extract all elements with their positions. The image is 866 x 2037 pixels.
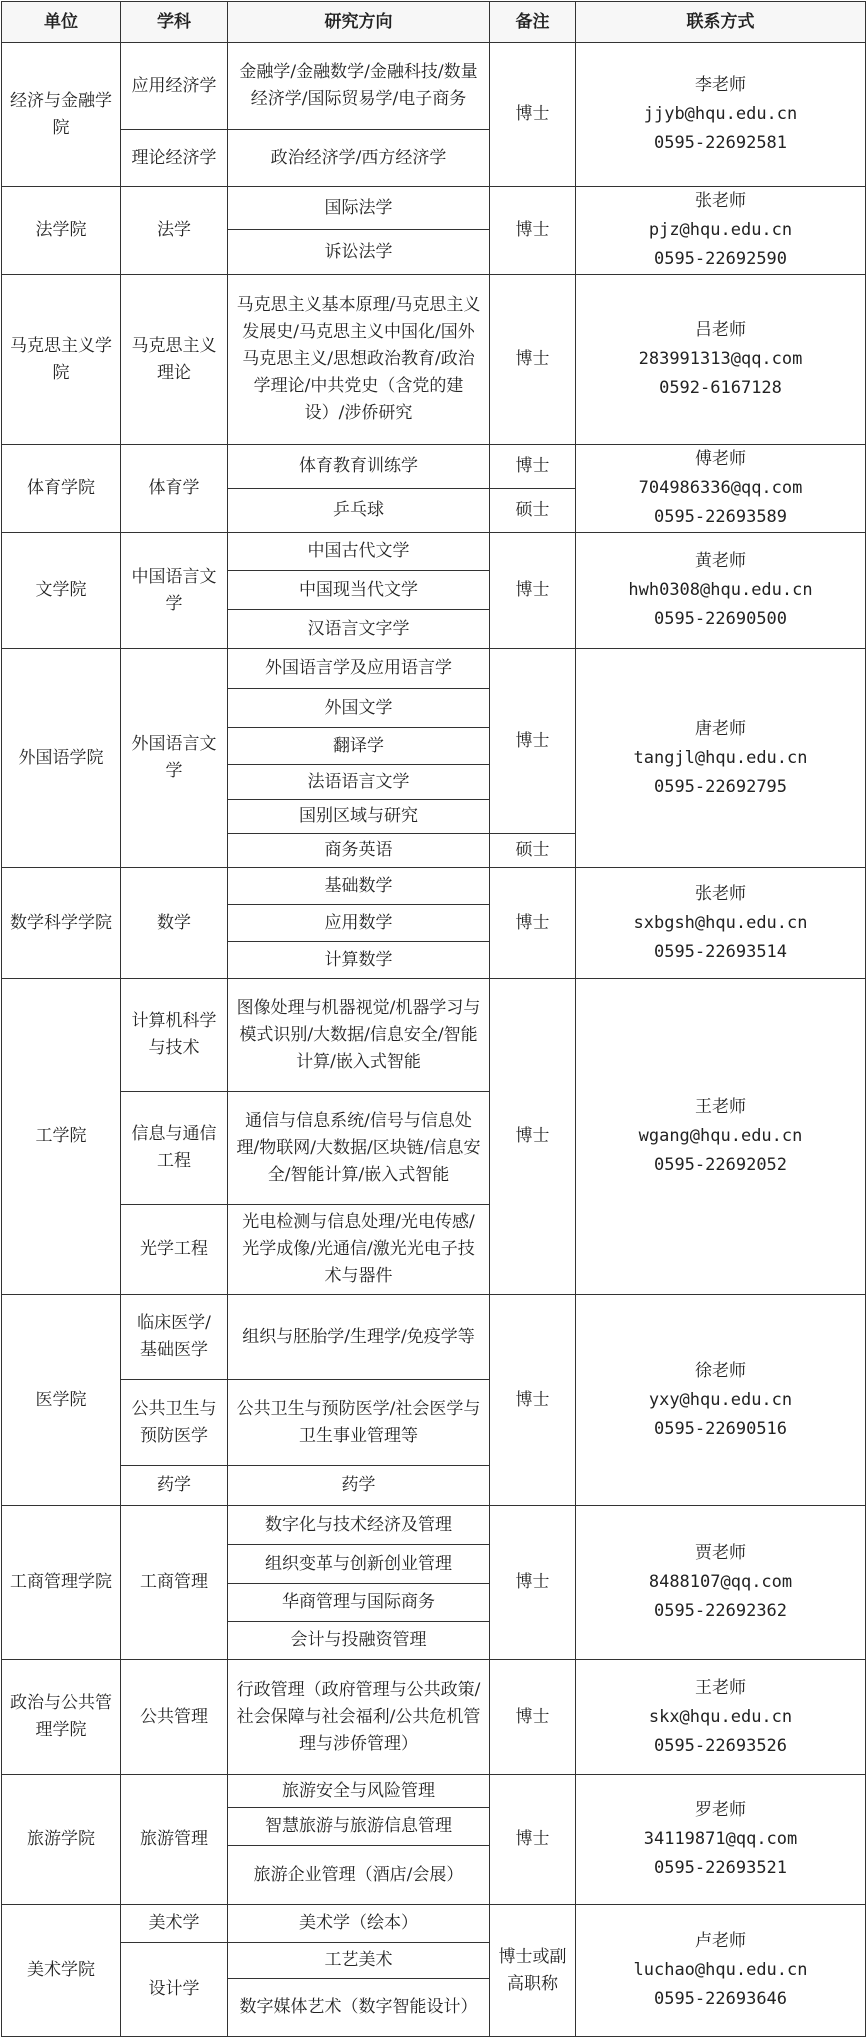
contact-email: 704986336@qq.com <box>638 478 803 498</box>
table-row <box>2 533 866 571</box>
unit-cell: 外国语学院 <box>2 649 121 868</box>
direction-cell: 公共卫生与预防医学/社会医学与卫生事业管理等 <box>228 1380 490 1466</box>
subject-cell: 旅游管理 <box>121 1775 228 1905</box>
table-row <box>2 1506 866 1545</box>
direction-cell: 组织变革与创新创业管理 <box>228 1545 490 1584</box>
unit-cell: 体育学院 <box>2 445 121 533</box>
recruitment-table <box>1 1 866 2037</box>
direction-cell: 华商管理与国际商务 <box>228 1584 490 1622</box>
unit-cell: 医学院 <box>2 1295 121 1506</box>
direction-cell: 光电检测与信息处理/光电传感/光学成像/光通信/激光光电子技术与器件 <box>228 1205 490 1295</box>
subject-cell: 法学 <box>121 187 228 275</box>
direction-cell: 诉讼法学 <box>228 230 490 275</box>
header-contact: 联系方式 <box>576 2 866 43</box>
unit-cell: 美术学院 <box>2 1905 121 2037</box>
direction-cell: 中国现当代文学 <box>228 571 490 610</box>
direction-cell: 商务英语 <box>228 834 490 868</box>
contact-phone: 0595-22693526 <box>653 1735 788 1756</box>
direction-cell: 应用数学 <box>228 905 490 942</box>
unit-cell: 政治与公共管理学院 <box>2 1660 121 1775</box>
contact-email: skx@hqu.edu.cn <box>648 1706 793 1727</box>
table-row <box>2 1295 866 1380</box>
subject-cell: 马克思主义理论 <box>121 275 228 445</box>
subject-cell: 药学 <box>121 1466 228 1506</box>
direction-cell: 政治经济学/西方经济学 <box>228 130 490 187</box>
contact-name: 卢老师 <box>695 1931 746 1951</box>
contact-cell <box>576 1660 866 1775</box>
direction-cell: 国别区域与研究 <box>228 800 490 834</box>
note-cell: 博士 <box>490 43 576 187</box>
direction-cell: 中国古代文学 <box>228 533 490 571</box>
note-cell: 博士 <box>490 1660 576 1775</box>
note-cell: 硕士 <box>490 489 576 533</box>
direction-cell: 数字媒体艺术（数字智能设计） <box>228 1979 490 2037</box>
direction-cell: 外国语言学及应用语言学 <box>228 649 490 689</box>
note-cell: 博士 <box>490 445 576 489</box>
unit-cell: 工商管理学院 <box>2 1506 121 1660</box>
subject-cell: 数学 <box>121 868 228 979</box>
note-cell: 博士 <box>490 979 576 1295</box>
table-row <box>2 979 866 1092</box>
contact-email: yxy@hqu.edu.cn <box>648 1389 793 1410</box>
contact-phone: 0595-22692581 <box>653 133 788 153</box>
table-row <box>2 1905 866 1943</box>
note-cell: 博士 <box>490 649 576 834</box>
unit-cell: 工学院 <box>2 979 121 1295</box>
contact-cell <box>576 979 866 1295</box>
direction-cell: 工艺美术 <box>228 1943 490 1979</box>
direction-cell: 汉语言文字学 <box>228 610 490 649</box>
note-cell: 博士 <box>490 1775 576 1905</box>
header-direction: 研究方向 <box>228 2 490 43</box>
direction-cell: 体育教育训练学 <box>228 445 490 489</box>
contact-email: hwh0308@hqu.edu.cn <box>628 580 813 600</box>
contact-cell <box>576 1775 866 1905</box>
contact-name: 罗老师 <box>695 1800 746 1820</box>
unit-cell: 旅游学院 <box>2 1775 121 1905</box>
direction-cell: 旅游企业管理（酒店/会展） <box>228 1846 490 1905</box>
contact-cell <box>576 1905 866 2037</box>
note-cell: 博士 <box>490 1506 576 1660</box>
subject-cell: 美术学 <box>121 1905 228 1943</box>
direction-cell: 计算数学 <box>228 942 490 979</box>
header-unit: 单位 <box>2 2 121 43</box>
contact-name: 王老师 <box>695 1677 746 1698</box>
subject-cell: 光学工程 <box>121 1205 228 1295</box>
contact-email: luchao@hqu.edu.cn <box>633 1960 808 1980</box>
contact-email: 34119871@qq.com <box>643 1829 798 1849</box>
contact-cell <box>576 1506 866 1660</box>
contact-email: sxbgsh@hqu.edu.cn <box>633 912 808 933</box>
contact-phone: 0595-22693521 <box>653 1858 788 1878</box>
subject-cell: 应用经济学 <box>121 43 228 130</box>
table-row <box>2 275 866 445</box>
direction-cell: 马克思主义基本原理/马克思主义发展史/马克思主义中国化/国外马克思主义/思想政治教育/政治学理论/中共党史（含党的建设）/涉侨研究 <box>228 275 490 445</box>
direction-cell: 金融学/金融数学/金融科技/数量经济学/国际贸易学/电子商务 <box>228 43 490 130</box>
direction-cell: 翻译学 <box>228 728 490 765</box>
header-row <box>2 2 866 43</box>
contact-cell <box>576 275 866 445</box>
contact-phone: 0595-22692362 <box>653 1601 788 1621</box>
note-cell: 博士 <box>490 868 576 979</box>
contact-cell <box>576 868 866 979</box>
contact-phone: 0595-22692052 <box>653 1155 788 1175</box>
contact-phone: 0595-22693589 <box>653 507 788 527</box>
direction-cell: 旅游安全与风险管理 <box>228 1775 490 1808</box>
note-cell: 博士 <box>490 533 576 649</box>
subject-cell: 中国语言文学 <box>121 533 228 649</box>
contact-name: 张老师 <box>695 883 746 904</box>
table-row <box>2 43 866 130</box>
contact-phone: 0595-22693514 <box>653 941 788 962</box>
contact-email: 8488107@qq.com <box>648 1572 793 1592</box>
table-row <box>2 649 866 689</box>
contact-phone: 0595-22692590 <box>653 249 788 269</box>
direction-cell: 法语语言文学 <box>228 765 490 800</box>
contact-cell <box>576 649 866 868</box>
contact-name: 傅老师 <box>695 449 746 469</box>
direction-cell: 外国文学 <box>228 689 490 728</box>
contact-name: 徐老师 <box>695 1360 746 1381</box>
note-cell: 博士 <box>490 187 576 275</box>
subject-cell: 外国语言文学 <box>121 649 228 868</box>
contact-email: 283991313@qq.com <box>638 349 803 369</box>
table-row <box>2 445 866 489</box>
note-cell: 博士或副高职称 <box>490 1905 576 2037</box>
contact-name: 吕老师 <box>695 320 746 340</box>
direction-cell: 通信与信息系统/信号与信息处理/物联网/大数据/区块链/信息安全/智能计算/嵌入式智能 <box>228 1092 490 1205</box>
subject-cell: 公共卫生与预防医学 <box>121 1380 228 1466</box>
contact-name: 张老师 <box>695 191 746 211</box>
contact-phone: 0595-22690516 <box>653 1418 788 1439</box>
subject-cell: 设计学 <box>121 1943 228 2037</box>
header-note: 备注 <box>490 2 576 43</box>
contact-name: 贾老师 <box>695 1543 746 1563</box>
subject-cell: 工商管理 <box>121 1506 228 1660</box>
unit-cell: 法学院 <box>2 187 121 275</box>
note-cell: 博士 <box>490 1295 576 1506</box>
subject-cell: 公共管理 <box>121 1660 228 1775</box>
header-subject: 学科 <box>121 2 228 43</box>
subject-cell: 信息与通信工程 <box>121 1092 228 1205</box>
table-row <box>2 187 866 230</box>
direction-cell: 美术学（绘本） <box>228 1905 490 1943</box>
direction-cell: 乒乓球 <box>228 489 490 533</box>
contact-phone: 0592-6167128 <box>659 378 782 398</box>
contact-phone: 0595-22692795 <box>653 776 788 797</box>
contact-cell <box>576 187 866 275</box>
direction-cell: 国际法学 <box>228 187 490 230</box>
contact-email: wgang@hqu.edu.cn <box>638 1126 803 1146</box>
direction-cell: 数字化与技术经济及管理 <box>228 1506 490 1545</box>
contact-phone: 0595-22690500 <box>653 609 788 629</box>
subject-cell: 理论经济学 <box>121 130 228 187</box>
direction-cell: 会计与投融资管理 <box>228 1622 490 1660</box>
note-cell: 硕士 <box>490 834 576 868</box>
contact-cell <box>576 445 866 533</box>
direction-cell: 组织与胚胎学/生理学/免疫学等 <box>228 1295 490 1380</box>
subject-cell: 临床医学/基础医学 <box>121 1295 228 1380</box>
contact-cell <box>576 1295 866 1506</box>
contact-cell <box>576 533 866 649</box>
table-row <box>2 1660 866 1775</box>
contact-email: tangjl@hqu.edu.cn <box>633 747 808 768</box>
contact-phone: 0595-22693646 <box>653 1989 788 2009</box>
direction-cell: 药学 <box>228 1466 490 1506</box>
direction-cell: 智慧旅游与旅游信息管理 <box>228 1808 490 1846</box>
table-row <box>2 1775 866 1808</box>
contact-email: jjyb@hqu.edu.cn <box>643 104 798 124</box>
contact-name: 李老师 <box>695 75 746 95</box>
unit-cell: 数学科学学院 <box>2 868 121 979</box>
table-row <box>2 868 866 905</box>
direction-cell: 基础数学 <box>228 868 490 905</box>
direction-cell: 图像处理与机器视觉/机器学习与模式识别/大数据/信息安全/智能计算/嵌入式智能 <box>228 979 490 1092</box>
direction-cell: 行政管理（政府管理与公共政策/社会保障与社会福利/公共危机管理与涉侨管理） <box>228 1660 490 1775</box>
subject-cell: 体育学 <box>121 445 228 533</box>
unit-cell: 文学院 <box>2 533 121 649</box>
contact-email: pjz@hqu.edu.cn <box>648 220 793 240</box>
contact-name: 唐老师 <box>695 718 746 739</box>
contact-name: 王老师 <box>695 1097 746 1117</box>
contact-cell <box>576 43 866 187</box>
subject-cell: 计算机科学与技术 <box>121 979 228 1092</box>
unit-cell: 马克思主义学院 <box>2 275 121 445</box>
unit-cell: 经济与金融学院 <box>2 43 121 187</box>
contact-name: 黄老师 <box>695 551 746 571</box>
note-cell: 博士 <box>490 275 576 445</box>
